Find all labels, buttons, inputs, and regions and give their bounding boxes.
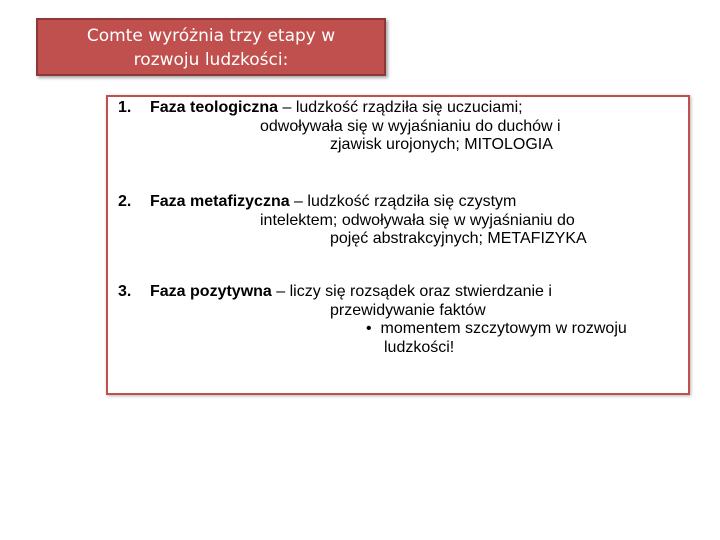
item-line-3: pojęć abstrakcyjnych; METAFIZYKA	[330, 230, 587, 247]
item-text: – liczy się rozsądek oraz stwierdzanie i	[271, 283, 552, 300]
item-text: – ludzkość rządziła się czystym	[289, 193, 517, 210]
item-line-1	[118, 283, 688, 302]
item-number: 2.	[118, 193, 132, 210]
list-item-2	[118, 193, 688, 249]
item-number: 3.	[118, 283, 132, 300]
list-item-1	[118, 99, 688, 155]
phase-name: Faza pozytywna	[150, 283, 272, 300]
item-line-2: odwoływała się w wyjaśnianiu do duchów i	[260, 117, 561, 135]
item-number: 1.	[118, 99, 132, 116]
bullet-line-2: ludzkości!	[384, 338, 455, 356]
bullet-line-1	[118, 320, 688, 339]
item-text: – ludzkość rządziła się uczuciami;	[278, 99, 523, 116]
phase-name: Faza teologiczna	[150, 99, 279, 116]
phase-name: Faza metafizyczna	[150, 193, 290, 210]
item-line-1	[118, 99, 688, 118]
item-line-3: zjawisk urojonych; MITOLOGIA	[330, 136, 553, 153]
item-line-1	[118, 193, 688, 212]
title-box	[36, 18, 386, 76]
bullet-text: momentem szczytowym w rozwoju	[380, 320, 627, 337]
title-line-1: Comte wyróżnia trzy etapy w	[86, 26, 336, 46]
item-line-2: intelektem; odwoływała się w wyjaśnianiu do	[260, 211, 575, 229]
list-item-3	[118, 283, 688, 357]
content-box	[106, 95, 690, 395]
item-line-2: przewidywanie faktów	[330, 301, 486, 319]
title-line-2: rozwoju ludzkości:	[133, 50, 289, 70]
bullet-icon: •	[366, 320, 372, 337]
